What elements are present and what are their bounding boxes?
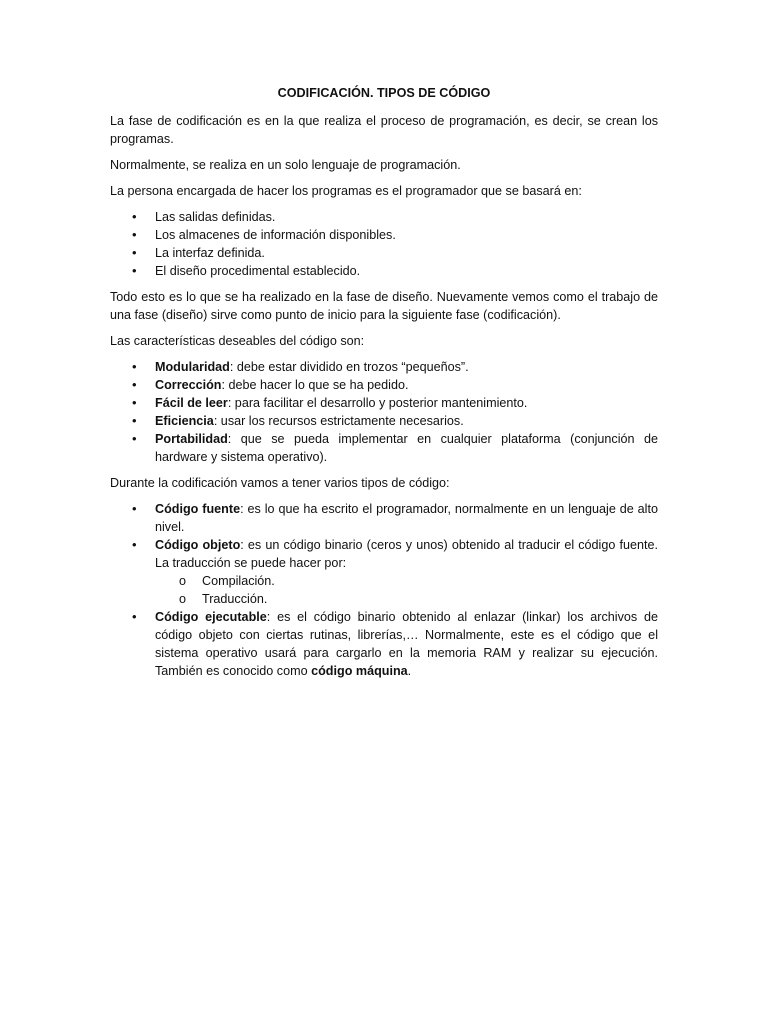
list-item-text: Los almacenes de información disponibles. — [155, 228, 396, 242]
list-item — [132, 208, 658, 226]
sub-list-item-text: Compilación. — [202, 574, 275, 588]
term-portabilidad: Portabilidad — [155, 432, 228, 446]
bullet-icon: • — [132, 209, 137, 224]
sentence-end: . — [407, 664, 412, 678]
term-description: : para facilitar el desarrollo y posterior mantenimiento. — [227, 396, 528, 410]
bullet-icon: • — [132, 263, 137, 278]
bullet-icon: • — [132, 245, 137, 260]
bullet-icon: • — [132, 501, 137, 516]
bullet-icon: • — [132, 377, 137, 392]
bullet-icon: • — [132, 359, 137, 374]
term-codigo-objeto: Código objeto — [155, 538, 241, 552]
list-item — [132, 430, 658, 466]
paragraph-characteristics: Las características deseables del código son: — [110, 334, 365, 348]
bullet-icon: • — [132, 227, 137, 242]
sub-list-item — [179, 590, 658, 608]
list-item-text: El diseño procedimental establecido. — [155, 264, 361, 278]
paragraph-design-phase: Todo esto es lo que se ha realizado en la fase de diseño. Nuevamente vemos como el trabajo de una fase (diseño) sirve como punto de inicio para la siguiente fase (codificación). — [110, 290, 658, 322]
sub-list-item — [179, 572, 658, 590]
term-facil-de-leer: Fácil de leer — [155, 396, 228, 410]
list-programmer-inputs — [110, 208, 658, 280]
term-codigo-maquina: código máquina — [311, 664, 408, 678]
bullet-icon: • — [132, 413, 137, 428]
list-item — [132, 394, 658, 412]
bullet-icon: • — [132, 537, 137, 552]
bullet-icon: • — [132, 609, 137, 624]
term-correccion: Corrección — [155, 378, 222, 392]
list-item — [132, 412, 658, 430]
sub-list-item-text: Traducción. — [202, 592, 268, 606]
term-description: : debe hacer lo que se ha pedido. — [221, 378, 409, 392]
sublist-translation-methods — [155, 572, 658, 608]
list-item — [132, 376, 658, 394]
circle-bullet-icon: o — [179, 574, 187, 588]
list-item — [132, 500, 658, 536]
list-item — [132, 358, 658, 376]
term-description: : debe estar dividido en trozos “pequeños”. — [229, 360, 469, 374]
list-code-types — [110, 500, 658, 680]
paragraph-code-types: Durante la codificación vamos a tener varios tipos de código: — [110, 476, 450, 490]
term-description: : es el código binario obtenido al enlazar (linkar) los archivos de código objeto con ciertas rutinas, librerías,… Normalmente, este es el código que el sistema operativo usará para cargarlo en la memoria RAM y realizar su ejecución. También es conocido como — [155, 610, 658, 678]
term-modularidad: Modularidad — [155, 360, 230, 374]
term-description: : usar los recursos estrictamente necesarios. — [213, 414, 464, 428]
paragraph-intro: La fase de codificación es en la que realiza el proceso de programación, es decir, se crean los programas. — [110, 114, 658, 146]
list-item — [132, 244, 658, 262]
list-characteristics — [110, 358, 658, 466]
document-title: CODIFICACIÓN. TIPOS DE CÓDIGO — [277, 86, 491, 100]
term-codigo-fuente: Código fuente — [155, 502, 241, 516]
term-description: : que se pueda implementar en cualquier plataforma (conjunción de hardware y sistema operativo). — [155, 432, 658, 464]
paragraph-language: Normalmente, se realiza en un solo lenguaje de programación. — [110, 158, 461, 172]
term-description: : es lo que ha escrito el programador, normalmente en un lenguaje de alto nivel. — [155, 502, 658, 534]
list-item — [132, 262, 658, 280]
bullet-icon: • — [132, 431, 137, 446]
list-item — [132, 226, 658, 244]
list-item-text: La interfaz definida. — [155, 246, 265, 260]
bullet-icon: • — [132, 395, 137, 410]
list-item-text: Las salidas definidas. — [155, 210, 276, 224]
list-item — [132, 536, 659, 608]
list-item — [132, 608, 658, 680]
term-eficiencia: Eficiencia — [155, 414, 214, 428]
term-description: : es un código binario (ceros y unos) obtenido al traducir el código fuente. La traducción se puede hacer por: — [155, 538, 659, 570]
term-codigo-ejecutable: Código ejecutable — [155, 610, 267, 624]
paragraph-programmer: La persona encargada de hacer los programas es el programador que se basará en: — [110, 184, 582, 198]
circle-bullet-icon: o — [179, 592, 187, 606]
